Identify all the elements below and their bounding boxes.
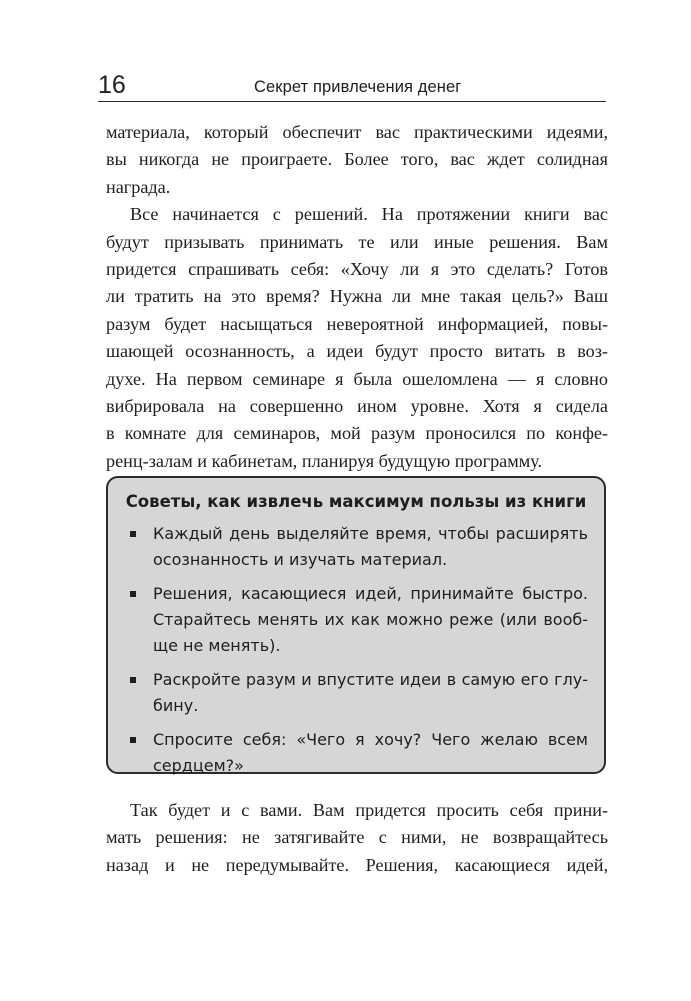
tip-line: Раскройте разум и впустите идеи в самую его глу- <box>153 670 588 689</box>
square-bullet-icon <box>130 737 136 743</box>
tips-box <box>106 476 606 774</box>
tip-line: Решения, касающиеся идей, принимайте быстро. <box>153 584 588 603</box>
paragraph-2 <box>106 201 608 475</box>
text-line: ренц-залам и кабинетам, планируя будущую программу. <box>106 450 543 471</box>
text-line: назад и не передумывайте. Решения, касающиеся идей, <box>106 854 608 875</box>
text-line: материала, который обеспечит вас практическими идеями, <box>106 122 608 142</box>
tip-line: сердцем?» <box>153 756 244 775</box>
tip-line: Каждый день выделяйте время, чтобы расширять <box>153 524 588 543</box>
tip-line: Спросите себя: «Чего я хочу? Чего желаю всем <box>153 730 588 749</box>
paragraph-1 <box>106 119 608 201</box>
text-line: Все начинается с решений. На протяжении книги вас <box>130 204 608 225</box>
tip-item <box>128 667 588 719</box>
tip-line: осознанность и изучать материал. <box>153 550 448 569</box>
text-line: награда. <box>106 176 171 197</box>
tips-box-title: Советы, как извлечь максимум пользы из книги <box>125 492 587 511</box>
header-rule <box>98 101 606 102</box>
square-bullet-icon <box>130 531 136 537</box>
text-line: духе. На первом семинаре я была ошеломлена — я словно <box>106 368 608 389</box>
tip-item <box>128 521 588 573</box>
square-bullet-icon <box>130 677 136 683</box>
page-number: 16 <box>98 71 126 99</box>
text-line: вы никогда не проиграете. Более того, вас ждет солидная <box>106 149 608 170</box>
text-line: в комнате для семинаров, мой разум проносился по конфе- <box>106 423 608 444</box>
text-line: Так будет и с вами. Вам придется просить себя прини- <box>130 800 608 820</box>
text-line: вибрировала на совершенно ином уровне. Хотя я сидела <box>106 396 608 417</box>
tip-line: бину. <box>153 696 199 715</box>
text-line: шающей осознанность, а идеи будут просто витать в воз- <box>106 341 608 362</box>
running-head: Секрет привлечения денег <box>254 78 462 96</box>
text-line: ли тратить на это время? Нужна ли мне такая цель?» Ваш <box>106 286 608 307</box>
text-line: разум будет насыщаться невероятной информацией, повы- <box>106 313 608 334</box>
tips-list <box>128 521 588 787</box>
text-line: мать решения: не затягивайте с ними, не возвращайтесь <box>106 827 608 848</box>
text-line: будут призывать принимать те или иные решения. Вам <box>106 231 608 252</box>
paragraph-3 <box>106 797 608 879</box>
text-line: придется спрашивать себя: «Хочу ли я это сделать? Готов <box>106 259 608 280</box>
body-text-bottom <box>106 797 608 879</box>
square-bullet-icon <box>130 591 136 597</box>
tip-line: Старайтесь менять их как можно реже (или вооб- <box>153 610 588 629</box>
tip-item <box>128 581 588 659</box>
tip-line: ще не менять). <box>153 636 281 655</box>
tip-item <box>128 727 588 779</box>
body-text-top <box>106 119 608 475</box>
